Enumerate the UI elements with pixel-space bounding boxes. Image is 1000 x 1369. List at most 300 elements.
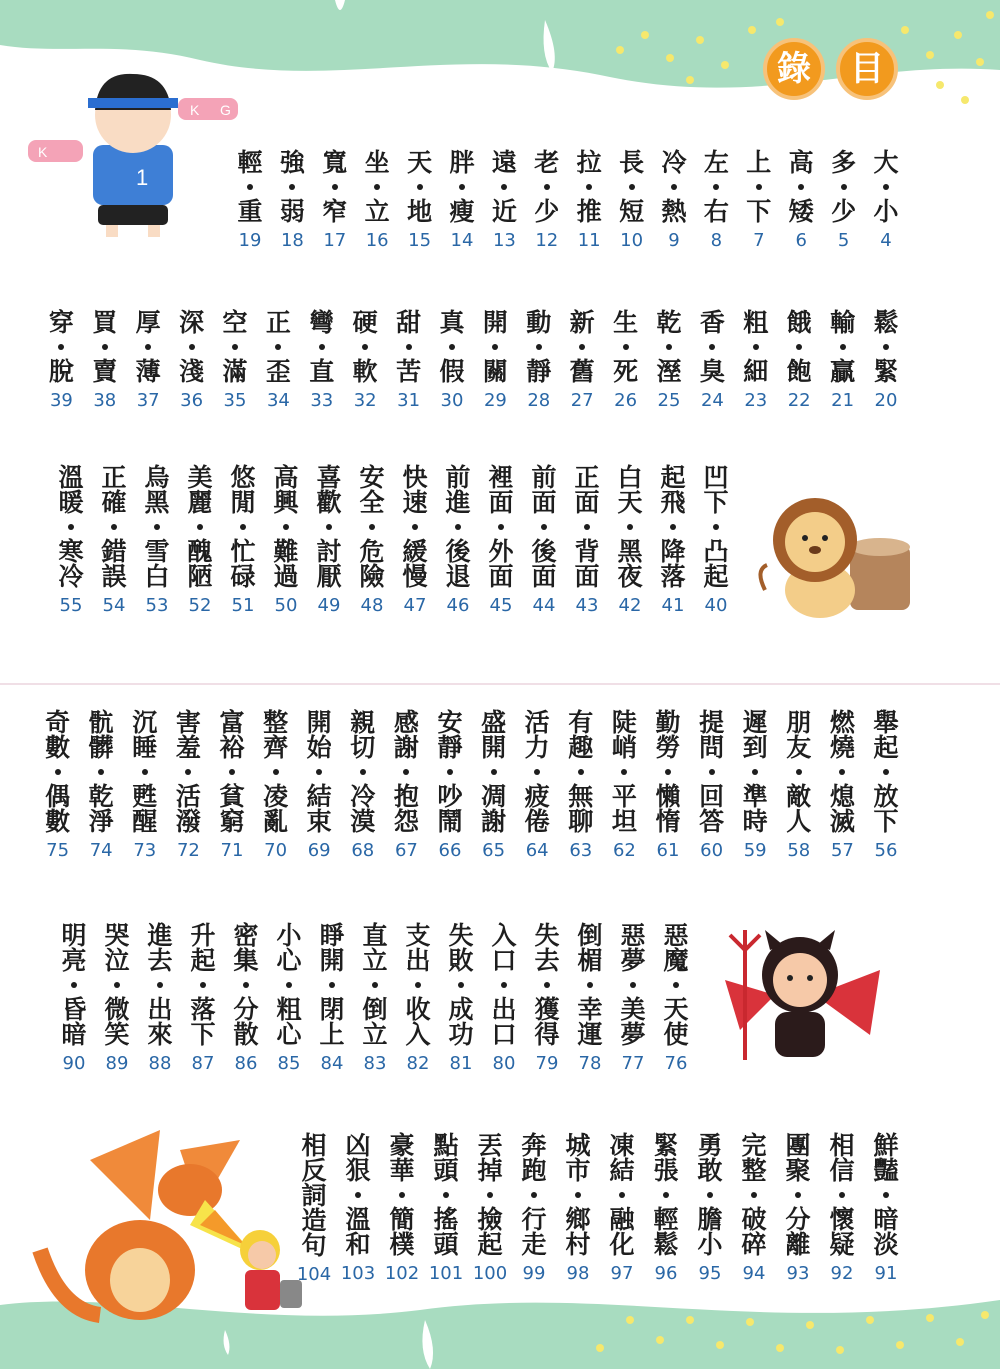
separator-dot <box>355 1192 361 1198</box>
toc-entry[interactable] <box>654 150 694 251</box>
separator-dot <box>839 1192 845 1198</box>
toc-entry[interactable] <box>866 150 906 251</box>
separator-dot <box>713 524 719 530</box>
separator-dot <box>709 344 715 350</box>
page-number: 65 <box>482 840 506 861</box>
toc-entry[interactable] <box>570 923 610 1074</box>
toc-entry[interactable] <box>481 465 521 616</box>
word-second: 脫 <box>48 357 74 386</box>
word-second: 暗 淡 <box>873 1205 899 1259</box>
word-second: 難 過 <box>273 537 299 591</box>
toc-entry[interactable] <box>299 710 339 861</box>
toc-entry[interactable] <box>85 310 125 411</box>
word-second: 貧 窮 <box>219 782 245 836</box>
toc-entry[interactable] <box>612 150 652 251</box>
toc-entry[interactable] <box>269 923 309 1074</box>
separator-dot <box>68 524 74 530</box>
word-first: 勇 敢 <box>697 1131 723 1185</box>
toc-entry[interactable] <box>649 310 689 411</box>
toc-entry[interactable] <box>739 150 779 251</box>
word-second: 成 功 <box>448 995 474 1049</box>
word-first: 深 <box>179 308 205 337</box>
toc-entry[interactable] <box>646 1133 686 1284</box>
separator-dot <box>458 982 464 988</box>
svg-text:1: 1 <box>136 165 149 190</box>
separator-dot <box>575 1192 581 1198</box>
word-first: 哭 泣 <box>104 921 130 975</box>
word-first: 活 力 <box>524 708 550 762</box>
word-first: 強 <box>279 148 305 177</box>
page-number: 67 <box>394 840 418 861</box>
word-second: 死 <box>613 357 639 386</box>
page-number: 78 <box>578 1053 602 1074</box>
page-number: 35 <box>223 390 247 411</box>
toc-entry[interactable] <box>438 465 478 616</box>
page-number: 75 <box>46 840 70 861</box>
page-number: 9 <box>668 230 680 251</box>
word-first: 支 出 <box>405 921 431 975</box>
toc-entry[interactable] <box>345 310 385 411</box>
page-number: 22 <box>787 390 811 411</box>
word-first: 點 頭 <box>433 1131 459 1185</box>
word-second: 忙 碌 <box>230 537 256 591</box>
toc-entry[interactable] <box>168 710 208 861</box>
toc-entry[interactable] <box>442 150 482 251</box>
word-first: 遲 到 <box>742 708 768 762</box>
word-first: 入 口 <box>491 921 517 975</box>
page-number: 63 <box>569 840 593 861</box>
word-first: 長 <box>619 148 645 177</box>
toc-entry[interactable] <box>656 923 696 1074</box>
toc-entry[interactable] <box>230 150 270 251</box>
toc-entry[interactable] <box>696 150 736 251</box>
separator-dot <box>200 982 206 988</box>
word-second: 閉 上 <box>319 995 345 1049</box>
separator-dot <box>796 769 802 775</box>
page-number: 64 <box>525 840 549 861</box>
separator-dot <box>883 1192 889 1198</box>
word-first: 奔 跑 <box>521 1131 547 1185</box>
toc-entry[interactable] <box>781 150 821 251</box>
word-first: 燃 燒 <box>829 708 855 762</box>
separator-dot <box>316 769 322 775</box>
separator-dot <box>275 344 281 350</box>
toc-entry[interactable] <box>355 923 395 1074</box>
page-number: 72 <box>176 840 200 861</box>
separator-dot <box>443 1192 449 1198</box>
toc-entry[interactable] <box>212 710 252 861</box>
toc-entry[interactable] <box>779 710 819 861</box>
toc-entry[interactable] <box>223 465 263 616</box>
toc-entry[interactable] <box>357 150 397 251</box>
page-number: 94 <box>742 1263 766 1284</box>
toc-entry[interactable] <box>567 465 607 616</box>
word-second: 溫 和 <box>345 1205 371 1259</box>
toc-entry[interactable] <box>524 465 564 616</box>
word-second: 敵 人 <box>786 782 812 836</box>
toc-entry[interactable] <box>172 310 212 411</box>
svg-text:K: K <box>38 144 48 160</box>
word-second: 凋 謝 <box>481 782 507 836</box>
word-second: 寒 冷 <box>58 537 84 591</box>
page-number: 89 <box>105 1053 129 1074</box>
word-first: 害 羞 <box>175 708 201 762</box>
toc-entry[interactable] <box>824 150 864 251</box>
toc-entry[interactable] <box>382 1133 422 1284</box>
word-first: 悠 閒 <box>230 463 256 517</box>
toc-entry[interactable] <box>395 465 435 616</box>
page-number: 77 <box>621 1053 645 1074</box>
separator-dot <box>372 982 378 988</box>
toc-entry[interactable] <box>309 465 349 616</box>
word-first: 相 反 詞 造 句 <box>301 1131 327 1260</box>
toc-entry[interactable] <box>94 465 134 616</box>
separator-dot <box>332 184 338 190</box>
toc-entry[interactable] <box>606 310 646 411</box>
toc-entry[interactable] <box>215 310 255 411</box>
page-number: 45 <box>489 595 513 616</box>
separator-dot <box>157 982 163 988</box>
word-first: 寬 <box>322 148 348 177</box>
word-second: 醜 陋 <box>187 537 213 591</box>
toc-entry[interactable] <box>302 310 342 411</box>
page-number: 104 <box>296 1264 332 1285</box>
toc-entry[interactable] <box>266 465 306 616</box>
word-second: 鄉 村 <box>565 1205 591 1259</box>
word-first: 鬆 <box>873 308 899 337</box>
page-number: 85 <box>277 1053 301 1074</box>
toc-entry[interactable] <box>272 150 312 251</box>
toc-entry[interactable] <box>137 465 177 616</box>
word-first: 富 裕 <box>219 708 245 762</box>
toc-entry[interactable] <box>562 310 602 411</box>
page-number: 37 <box>136 390 160 411</box>
page-number: 99 <box>522 1263 546 1284</box>
page-number: 32 <box>353 390 377 411</box>
word-first: 提 問 <box>699 708 725 762</box>
word-second: 背 面 <box>574 537 600 591</box>
word-second: 矮 <box>788 197 814 226</box>
toc-entry[interactable] <box>430 710 470 861</box>
toc-entry[interactable] <box>426 1133 466 1284</box>
separator-dot <box>709 769 715 775</box>
separator-dot <box>362 344 368 350</box>
word-second: 疲 倦 <box>524 782 550 836</box>
word-first: 烏 黑 <box>144 463 170 517</box>
page-number: 68 <box>351 840 375 861</box>
word-first: 直 立 <box>362 921 388 975</box>
toc-entry[interactable] <box>474 710 514 861</box>
page-number: 21 <box>831 390 855 411</box>
toc-entry[interactable] <box>866 710 906 861</box>
page-number: 93 <box>786 1263 810 1284</box>
toc-entry[interactable] <box>97 923 137 1074</box>
toc-entry[interactable] <box>140 923 180 1074</box>
separator-dot <box>114 982 120 988</box>
toc-entry[interactable] <box>569 150 609 251</box>
toc-entry[interactable] <box>527 923 567 1074</box>
page-number: 69 <box>307 840 331 861</box>
page-number: 43 <box>575 595 599 616</box>
toc-entry[interactable] <box>690 1133 730 1284</box>
word-second: 結 束 <box>306 782 332 836</box>
page-number: 10 <box>620 230 644 251</box>
toc-entry[interactable] <box>779 310 819 411</box>
word-second: 短 <box>619 197 645 226</box>
page-number: 49 <box>317 595 341 616</box>
toc-entry[interactable] <box>338 1133 378 1284</box>
word-second: 溼 <box>656 357 682 386</box>
toc-entry[interactable] <box>51 465 91 616</box>
word-first: 坐 <box>364 148 390 177</box>
page-number: 101 <box>428 1263 464 1284</box>
word-second: 舊 <box>569 357 595 386</box>
toc-entry[interactable] <box>484 150 524 251</box>
page-number: 95 <box>698 1263 722 1284</box>
toc-entry[interactable] <box>610 465 650 616</box>
toc-entry[interactable] <box>823 310 863 411</box>
toc-entry[interactable] <box>256 710 296 861</box>
toc-entry[interactable] <box>352 465 392 616</box>
separator-dot <box>142 769 148 775</box>
word-second: 緩 慢 <box>402 537 428 591</box>
separator-dot <box>883 344 889 350</box>
toc-entry[interactable] <box>866 310 906 411</box>
toc-entry[interactable] <box>54 923 94 1074</box>
word-second: 分 散 <box>233 995 259 1049</box>
word-second: 無 聊 <box>568 782 594 836</box>
page-number: 91 <box>874 1263 898 1284</box>
separator-dot <box>71 982 77 988</box>
separator-dot <box>629 184 635 190</box>
word-first: 白 天 <box>617 463 643 517</box>
separator-dot <box>587 982 593 988</box>
word-second: 近 <box>491 197 517 226</box>
toc-entry[interactable] <box>441 923 481 1074</box>
page-number: 14 <box>450 230 474 251</box>
word-second: 地 <box>407 197 433 226</box>
page-number: 34 <box>266 390 290 411</box>
word-second: 幸 運 <box>577 995 603 1049</box>
toc-entry[interactable] <box>470 1133 510 1284</box>
word-second: 賣 <box>92 357 118 386</box>
separator-dot <box>584 524 590 530</box>
separator-dot <box>492 344 498 350</box>
separator-dot <box>247 184 253 190</box>
word-second: 後 退 <box>445 537 471 591</box>
page-number: 81 <box>449 1053 473 1074</box>
page-number: 59 <box>743 840 767 861</box>
page-number: 29 <box>483 390 507 411</box>
word-first: 餓 <box>786 308 812 337</box>
word-second: 冷 漠 <box>350 782 376 836</box>
toc-entry[interactable] <box>183 923 223 1074</box>
separator-dot <box>883 184 889 190</box>
separator-dot <box>374 184 380 190</box>
separator-dot <box>406 344 412 350</box>
word-first: 惡 魔 <box>663 921 689 975</box>
separator-dot <box>671 184 677 190</box>
word-second: 假 <box>439 357 465 386</box>
separator-dot <box>102 344 108 350</box>
separator-dot <box>751 1192 757 1198</box>
separator-dot <box>455 524 461 530</box>
word-second: 靜 <box>526 357 552 386</box>
word-first: 有 趣 <box>568 708 594 762</box>
toc-entry[interactable] <box>400 150 440 251</box>
toc-entry[interactable] <box>736 310 776 411</box>
toc-entry[interactable] <box>527 150 567 251</box>
word-first: 小 心 <box>276 921 302 975</box>
word-first: 團 聚 <box>785 1131 811 1185</box>
toc-entry[interactable] <box>558 1133 598 1284</box>
word-first: 骯 髒 <box>88 708 114 762</box>
toc-entry[interactable] <box>735 710 775 861</box>
word-second: 平 坦 <box>611 782 637 836</box>
separator-dot <box>752 769 758 775</box>
word-second: 推 <box>576 197 602 226</box>
page-number: 46 <box>446 595 470 616</box>
toc-entry[interactable] <box>294 1133 334 1285</box>
toc-entry[interactable] <box>125 710 165 861</box>
word-first: 前 面 <box>531 463 557 517</box>
separator-dot <box>403 769 409 775</box>
separator-dot <box>491 769 497 775</box>
word-first: 整 齊 <box>263 708 289 762</box>
toc-entry[interactable] <box>41 310 81 411</box>
word-first: 舉 起 <box>873 708 899 762</box>
toc-entry[interactable] <box>343 710 383 861</box>
separator-dot <box>541 524 547 530</box>
page-number: 30 <box>440 390 464 411</box>
word-first: 正 面 <box>574 463 600 517</box>
separator-dot <box>415 982 421 988</box>
toc-entry[interactable] <box>866 1133 906 1284</box>
separator-dot <box>447 769 453 775</box>
separator-dot <box>578 769 584 775</box>
toc-entry[interactable] <box>432 310 472 411</box>
page-number: 83 <box>363 1053 387 1074</box>
word-first: 失 去 <box>534 921 560 975</box>
separator-dot <box>145 344 151 350</box>
toc-entry[interactable] <box>734 1133 774 1284</box>
word-first: 真 <box>439 308 465 337</box>
word-second: 贏 <box>830 357 856 386</box>
toc-entry[interactable] <box>519 310 559 411</box>
toc-entry[interactable] <box>226 923 266 1074</box>
word-first: 豪 華 <box>389 1131 415 1185</box>
word-first: 高 <box>788 148 814 177</box>
word-first: 凶 狠 <box>345 1131 371 1185</box>
page-number: 57 <box>830 840 854 861</box>
toc-entry[interactable] <box>602 1133 642 1284</box>
page-number: 80 <box>492 1053 516 1074</box>
page-number: 84 <box>320 1053 344 1074</box>
word-first: 緊 張 <box>653 1131 679 1185</box>
title-char-2: 目 <box>836 38 898 100</box>
word-first: 遠 <box>491 148 517 177</box>
separator-dot <box>586 184 592 190</box>
toc-entry[interactable] <box>81 710 121 861</box>
toc-entry[interactable] <box>648 710 688 861</box>
toc-entry[interactable] <box>822 1133 862 1284</box>
toc-entry[interactable] <box>613 923 653 1074</box>
page-number: 53 <box>145 595 169 616</box>
word-first: 鮮 豔 <box>873 1131 899 1185</box>
toc-entry[interactable] <box>696 465 736 616</box>
page-number: 16 <box>365 230 389 251</box>
weightlifter-illustration <box>18 60 248 240</box>
word-first: 老 <box>534 148 560 177</box>
toc-entry[interactable] <box>692 710 732 861</box>
toc-entry[interactable] <box>604 710 644 861</box>
word-second: 外 面 <box>488 537 514 591</box>
toc-entry[interactable] <box>398 923 438 1074</box>
toc-entry[interactable] <box>484 923 524 1074</box>
devil-illustration <box>715 920 895 1080</box>
toc-entry[interactable] <box>561 710 601 861</box>
word-second: 立 <box>364 197 390 226</box>
toc-entry[interactable] <box>778 1133 818 1284</box>
separator-dot <box>412 524 418 530</box>
word-first: 升 起 <box>190 921 216 975</box>
separator-dot <box>273 769 279 775</box>
word-second: 右 <box>703 197 729 226</box>
toc-entry[interactable] <box>38 710 78 861</box>
toc-entry[interactable] <box>128 310 168 411</box>
word-second: 瘦 <box>449 197 475 226</box>
word-second: 重 <box>237 197 263 226</box>
svg-text:K: K <box>190 102 200 118</box>
page-number: 48 <box>360 595 384 616</box>
word-second: 回 答 <box>699 782 725 836</box>
page-number: 70 <box>264 840 288 861</box>
word-first: 惡 夢 <box>620 921 646 975</box>
toc-entry[interactable] <box>517 710 557 861</box>
toc-entry[interactable] <box>180 465 220 616</box>
toc-entry[interactable] <box>258 310 298 411</box>
toc-entry[interactable] <box>692 310 732 411</box>
separator-dot <box>55 769 61 775</box>
toc-entry[interactable] <box>514 1133 554 1284</box>
word-second: 討 厭 <box>316 537 342 591</box>
page-number: 71 <box>220 840 244 861</box>
toc-entry[interactable] <box>386 710 426 861</box>
separator-dot <box>839 769 845 775</box>
word-second: 熄 滅 <box>829 782 855 836</box>
word-first: 多 <box>831 148 857 177</box>
word-second: 粗 心 <box>276 995 302 1049</box>
word-second: 苦 <box>396 357 422 386</box>
separator-dot <box>531 1192 537 1198</box>
toc-entry[interactable] <box>389 310 429 411</box>
word-first: 左 <box>703 148 729 177</box>
separator-dot <box>369 524 375 530</box>
toc-entry[interactable] <box>475 310 515 411</box>
word-second: 乾 淨 <box>88 782 114 836</box>
page-number: 31 <box>397 390 421 411</box>
word-second: 獲 得 <box>534 995 560 1049</box>
toc-entry[interactable] <box>315 150 355 251</box>
word-first: 裡 面 <box>488 463 514 517</box>
toc-entry[interactable] <box>312 923 352 1074</box>
word-second: 細 <box>743 357 769 386</box>
word-first: 開 始 <box>306 708 332 762</box>
word-first: 安 靜 <box>437 708 463 762</box>
toc-entry[interactable] <box>822 710 862 861</box>
toc-entry[interactable] <box>653 465 693 616</box>
page-number: 86 <box>234 1053 258 1074</box>
